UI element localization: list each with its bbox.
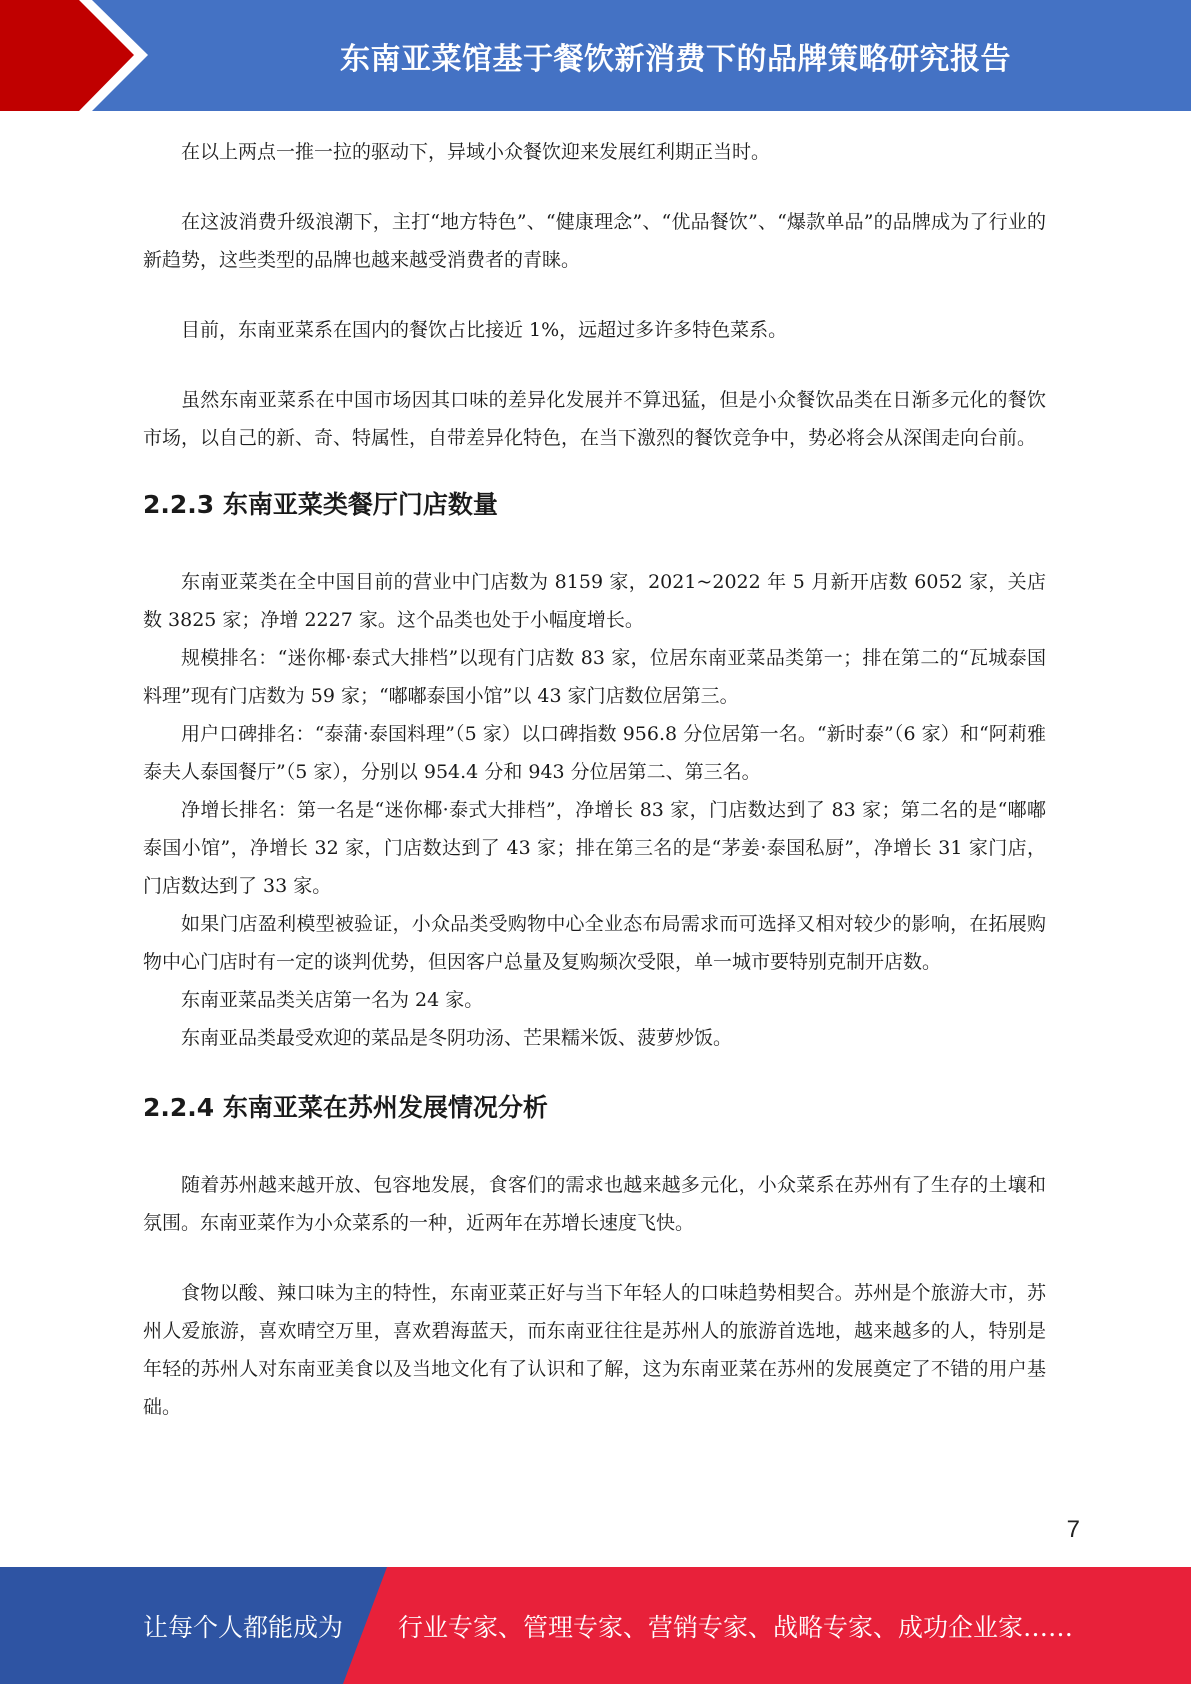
paragraph: 虽然东南亚菜系在中国市场因其口味的差异化发展并不算迅猛，但是小众餐饮品类在日渐多元化的餐饮市场，以自己的新、奇、特属性，自带差异化特色，在当下激烈的餐饮竞争中，势必将会从深闺走向台前。 [143,389,1046,449]
paragraph: 东南亚菜类在全中国目前的营业中门店数为 8159 家，2021~2022 年 5 月新开店数 6052 家，关店数 3825 家；净增 2227 家。这个品类也处于小幅度增长。 [143,571,1046,631]
paragraph: 在这波消费升级浪潮下，主打“地方特色”、“健康理念”、“优品餐饮”、“爆款单品”的品牌成为了行业的新趋势，这些类型的品牌也越来越受消费者的青睐。 [143,211,1046,271]
paragraph: 规模排名：“迷你椰·泰式大排档”以现有门店数 83 家，位居东南亚菜品类第一；排在第二的“瓦城泰国料理”现有门店数为 59 家；“嘟嘟泰国小馆”以 43 家门店数位居第三。 [143,647,1046,707]
paragraph: 用户口碑排名：“泰蒲·泰国料理”（5 家）以口碑指数 956.8 分位居第一名。“新时泰”（6 家）和“阿莉雅泰夫人泰国餐厅”（5 家），分别以 954.4 分和 943 分位居第二、第三名。 [143,723,1046,783]
page-number: 7 [1066,1516,1080,1543]
paragraph: 目前，东南亚菜系在国内的餐饮占比接近 1%，远超过多许多特色菜系。 [181,319,788,341]
paragraph: 净增长排名：第一名是“迷你椰·泰式大排档”，净增长 83 家，门店数达到了 83 家；第二名的是“嘟嘟泰国小馆”，净增长 32 家，门店数达到了 43 家；排在第三名的是“茅姜·泰国私厨”，净增长 31 家门店，门店数达到了 33 家。 [143,799,1046,897]
paragraph: 随着苏州越来越开放、包容地发展，食客们的需求也越来越多元化，小众菜系在苏州有了生存的土壤和氛围。东南亚菜作为小众菜系的一种，近两年在苏增长速度飞快。 [143,1174,1046,1234]
footer-slogan-left: 让每个人都能成为 [143,1612,344,1642]
paragraph: 东南亚菜品类关店第一名为 24 家。 [181,989,484,1011]
document-body [143,133,1046,1426]
header-arrow-icon [0,0,134,111]
section-heading-2-2-3: 2.2.3 东南亚菜类餐厅门店数量 [143,490,498,519]
report-title: 东南亚菜馆基于餐饮新消费下的品牌策略研究报告 [340,41,1011,77]
page-footer [0,1567,1191,1684]
footer-slogan-right: 行业专家、管理专家、营销专家、战略专家、成功企业家…… [398,1612,1074,1642]
paragraph: 东南亚品类最受欢迎的菜品是冬阴功汤、芒果糯米饭、菠萝炒饭。 [181,1027,733,1049]
paragraph: 如果门店盈利模型被验证，小众品类受购物中心全业态布局需求而可选择又相对较少的影响，在拓展购物中心门店时有一定的谈判优势，但因客户总量及复购频次受限，单一城市要特别克制开店数。 [143,913,1046,973]
page-header [0,0,1191,111]
paragraph: 食物以酸、辣口味为主的特性，东南亚菜正好与当下年轻人的口味趋势相契合。苏州是个旅游大市，苏州人爱旅游，喜欢晴空万里，喜欢碧海蓝天，而东南亚往往是苏州人的旅游首选地，越来越多的人，特别是年轻的苏州人对东南亚美食以及当地文化有了认识和了解，这为东南亚菜在苏州的发展奠定了不错的用户基础。 [143,1282,1046,1418]
paragraph: 在以上两点一推一拉的驱动下，异域小众餐饮迎来发展红利期正当时。 [181,141,771,163]
section-heading-2-2-4: 2.2.4 东南亚菜在苏州发展情况分析 [143,1093,548,1122]
